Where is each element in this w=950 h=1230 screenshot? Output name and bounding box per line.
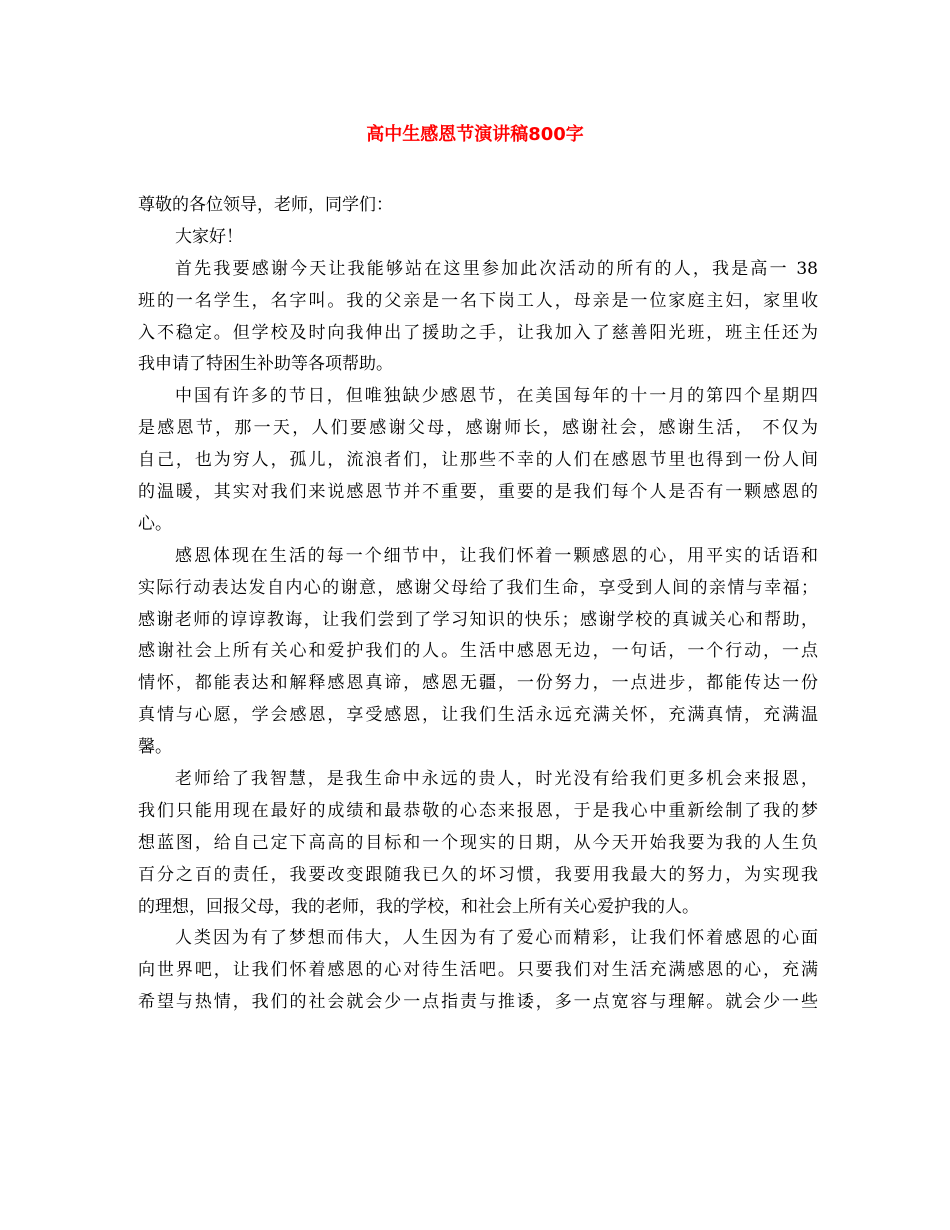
body-line: 实际行动表达发自内心的谢意，感谢父母给了我们生命，享受到人间的亲情与幸福； <box>138 577 818 598</box>
body-line: 馨。 <box>138 737 172 758</box>
body-line: 的温暖，其实对我们来说感恩节并不重要，重要的是我们每个人是否有一颗感恩的 <box>138 482 818 503</box>
body-line: 想蓝图，给自己定下高高的目标和一个现实的日期，从今天开始我要为我的人生负 <box>138 832 818 853</box>
body-line: 首先我要感谢今天让我能够站在这里参加此次活动的所有的人，我是高一 38 <box>175 258 818 279</box>
body-line: 大家好！ <box>175 226 243 247</box>
body-line: 情怀，都能表达和解释感恩真谛，感恩无疆，一份努力，一点进步，都能传达一份 <box>138 673 818 694</box>
body-line: 我们只能用现在最好的成绩和最恭敬的心态来报恩，于是我心中重新绘制了我的梦 <box>138 800 818 821</box>
body-line: 向世界吧，让我们怀着感恩的心对待生活吧。只要我们对生活充满感恩的心，充满 <box>138 960 818 981</box>
body-line: 真情与心愿，学会感恩，享受感恩，让我们生活永远充满关怀，充满真情，充满温 <box>138 705 818 726</box>
body-line: 自己，也为穷人，孤儿，流浪者们，让那些不幸的人们在感恩节里也得到一份人间 <box>138 450 818 471</box>
document-title: 高中生感恩节演讲稿800字 <box>366 124 584 145</box>
body-line: 希望与热情，我们的社会就会少一点指责与推诿，多一点宽容与理解。就会少一些 <box>138 992 818 1013</box>
body-line: 人类因为有了梦想而伟大，人生因为有了爱心而精彩，让我们怀着感恩的心面 <box>175 928 818 949</box>
body-line: 入不稳定。但学校及时向我伸出了援助之手，让我加入了慈善阳光班，班主任还为 <box>138 322 818 343</box>
body-line: 是感恩节，那一天，人们要感谢父母，感谢师长，感谢社会，感谢生活， 不仅为 <box>138 418 818 439</box>
body-line: 感恩体现在生活的每一个细节中，让我们怀着一颗感恩的心，用平实的话语和 <box>175 545 818 566</box>
body-line: 班的一名学生，名字叫。我的父亲是一名下岗工人，母亲是一位家庭主妇，家里收 <box>138 290 818 311</box>
body-line: 感谢老师的谆谆教诲，让我们尝到了学习知识的快乐；感谢学校的真诚关心和帮助， <box>138 609 818 630</box>
body-line: 尊敬的各位领导，老师，同学们： <box>138 195 393 215</box>
body-line: 我申请了特困生补助等各项帮助。 <box>138 354 393 375</box>
body-line: 老师给了我智慧，是我生命中永远的贵人，时光没有给我们更多机会来报恩， <box>175 769 818 790</box>
document-body <box>138 190 818 1019</box>
body-line: 感谢社会上所有关心和爱护我们的人。生活中感恩无边，一句话，一个行动，一点 <box>138 641 818 662</box>
body-line: 百分之百的责任，我要改变跟随我已久的坏习惯，我要用我最大的努力，为实现我 <box>138 864 818 885</box>
body-line: 的理想，回报父母，我的老师，我的学校，和社会上所有关心爱护我的人。 <box>138 896 699 917</box>
body-line: 中国有许多的节日，但唯独缺少感恩节，在美国每年的十一月的第四个星期四 <box>175 386 818 407</box>
body-line: 心。 <box>138 513 172 534</box>
